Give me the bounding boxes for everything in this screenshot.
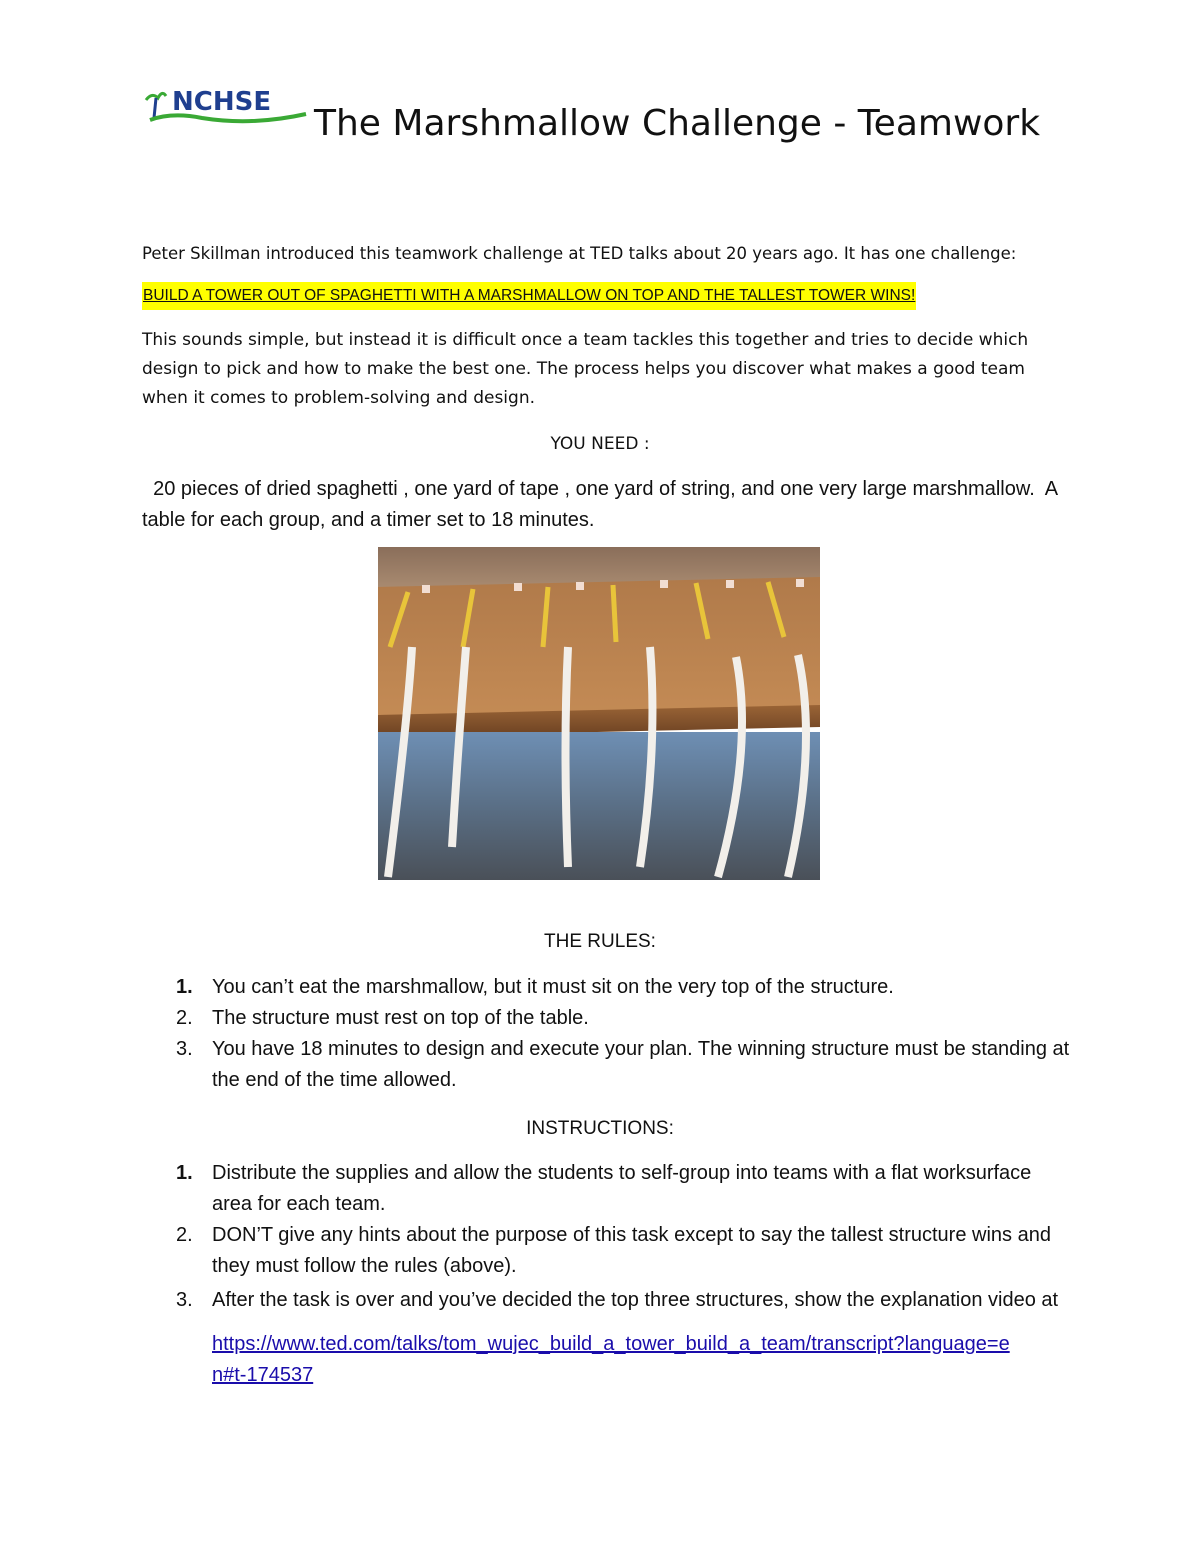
list-text: You have 18 minutes to design and execute your plan. The winning structure must be standing at the end of the time allowed. <box>212 1038 1070 1091</box>
list-item <box>142 1158 1072 1220</box>
list-text: Distribute the supplies and allow the students to self-group into teams with a flat worksurface area for each team. <box>212 1162 1032 1215</box>
list-item <box>142 1003 1072 1034</box>
list-text: After the task is over and you’ve decided the top three structures, show the explanation video at <box>212 1289 1059 1311</box>
list-item <box>142 1285 1072 1391</box>
description-paragraph: This sounds simple, but instead it is difficult once a team tackles this together and tries to decide which design to pick and how to make the best one. The process helps you discover what makes a good team when it comes to problem-solving and design. <box>142 330 1029 408</box>
list-text: You can’t eat the marshmallow, but it must sit on the very top of the structure. <box>212 976 894 998</box>
list-item <box>142 1220 1072 1282</box>
intro-paragraph: Peter Skillman introduced this teamwork challenge at TED talks about 20 years ago. It has one challenge: <box>142 244 1017 263</box>
challenge-highlight: BUILD A TOWER OUT OF SPAGHETTI WITH A MARSHMALLOW ON TOP AND THE TALLEST TOWER WINS! <box>142 282 916 310</box>
list-item <box>142 972 1072 1003</box>
list-number: 1. <box>176 976 193 998</box>
list-number: 2. <box>176 1007 193 1029</box>
nchse-logo <box>142 84 310 128</box>
list-number: 3. <box>176 1289 193 1311</box>
you-need-heading: YOU NEED : <box>550 434 650 454</box>
table-photo <box>378 547 820 880</box>
list-text: The structure must rest on top of the table. <box>212 1007 589 1029</box>
list-number: 1. <box>176 1162 193 1184</box>
list-item <box>142 1034 1072 1096</box>
page-title: The Marshmallow Challenge - Teamwork <box>314 103 1041 144</box>
rules-heading: THE RULES: <box>544 931 656 952</box>
logo-text: NCHSE <box>172 87 272 117</box>
rules-list <box>142 972 1072 1096</box>
list-number: 3. <box>176 1038 193 1060</box>
supplies-text: 20 pieces of dried spaghetti , one yard of tape , one yard of string, and one very large marshmallow. A table for each group, and a timer set to 18 minutes. <box>142 478 1063 531</box>
ted-video-link[interactable]: https://www.ted.com/talks/tom_wujec_build_a_tower_build_a_team/transcript?language=en#t-174537 <box>212 1333 1010 1386</box>
list-text: DON’T give any hints about the purpose of this task except to say the tallest structure wins and they must follow the rules (above). <box>212 1224 1051 1277</box>
instructions-list <box>142 1158 1072 1391</box>
list-number: 2. <box>176 1224 193 1246</box>
instructions-heading: INSTRUCTIONS: <box>526 1118 674 1139</box>
supplies-paragraph <box>142 474 1082 536</box>
